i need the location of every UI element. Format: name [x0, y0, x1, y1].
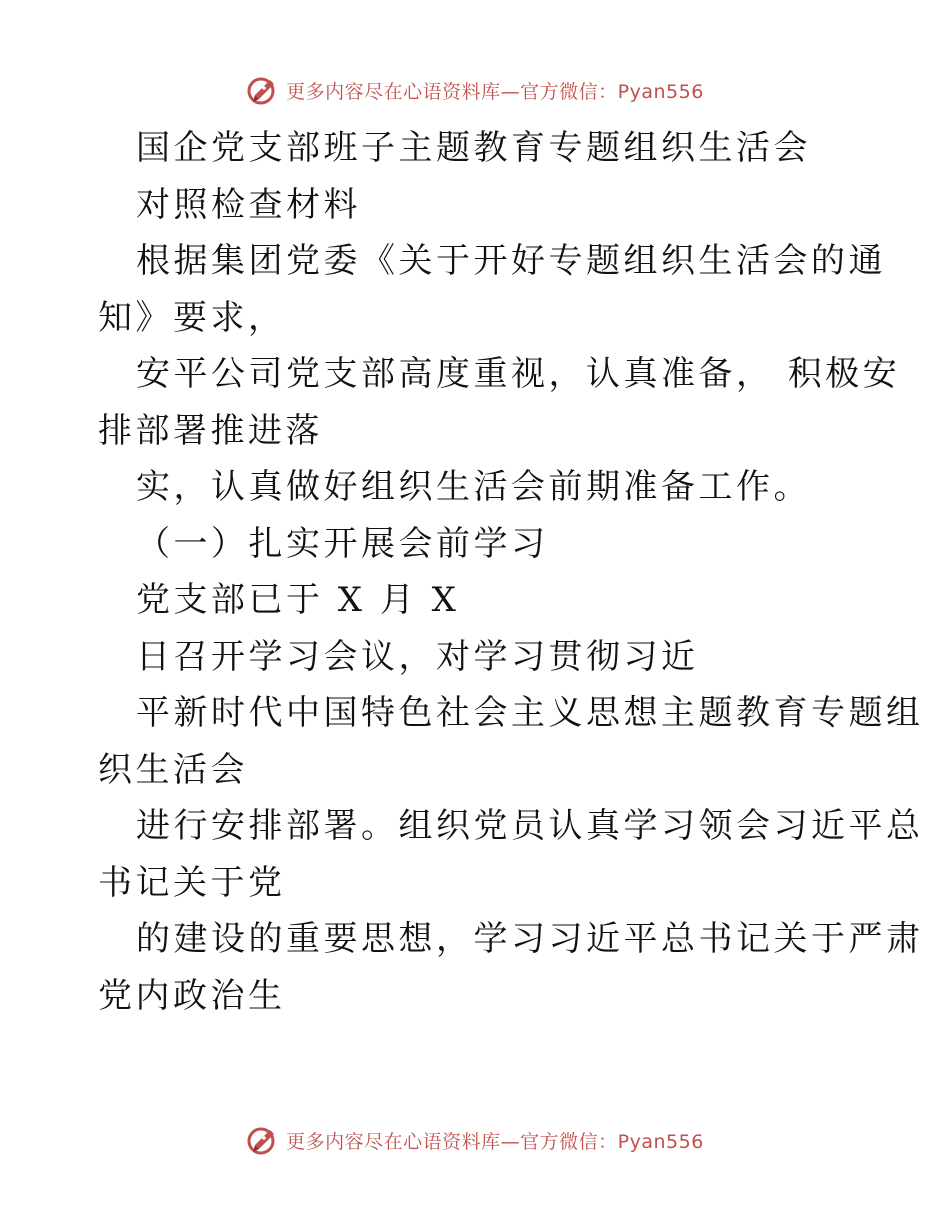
section-heading: （一）扎实开展会前学习: [136, 523, 549, 564]
paragraph-line: 进行安排部署。组织党员认真学习领会习近平总: [136, 806, 924, 846]
pen-nib-logo-icon: [246, 1123, 280, 1157]
footer-banner-text: 更多内容尽在心语资料库—官方微信：Pyan556: [286, 1130, 704, 1153]
header-banner-text: 更多内容尽在心语资料库—官方微信：Pyan556: [286, 80, 704, 103]
paragraph-line: 日召开学习会议，对学习贯彻习近: [136, 636, 699, 677]
doc-title-line-1: 国企党支部班子主题教育专题组织生活会: [136, 128, 811, 168]
paragraph-line: 织生活会: [98, 749, 248, 790]
pen-nib-logo-icon: [246, 73, 280, 107]
paragraph-line: 党支部已于 X 月 X: [136, 580, 460, 620]
paragraph-line: 书记关于党: [98, 862, 286, 903]
paragraph-line: 实，认真做好组织生活会前期准备工作。: [136, 467, 811, 507]
paragraph-line: 根据集团党委《关于开好专题组织生活会的通: [136, 241, 886, 281]
footer-banner: [0, 1120, 950, 1160]
paragraph-line: 知》要求，: [98, 297, 286, 338]
doc-title-line-2: 对照检查材料: [136, 184, 361, 225]
paragraph-line: 安平公司党支部高度重视，认真准备， 积极安: [136, 354, 901, 394]
header-banner: [0, 70, 950, 110]
document-body: [98, 120, 924, 1024]
paragraph-line: 排部署推进落: [98, 410, 323, 451]
paragraph-line: 的建设的重要思想，学习习近平总书记关于严肃: [136, 919, 924, 959]
paragraph-line: 党内政治生: [98, 975, 286, 1016]
paragraph-line: 平新时代中国特色社会主义思想主题教育专题组: [136, 693, 924, 733]
